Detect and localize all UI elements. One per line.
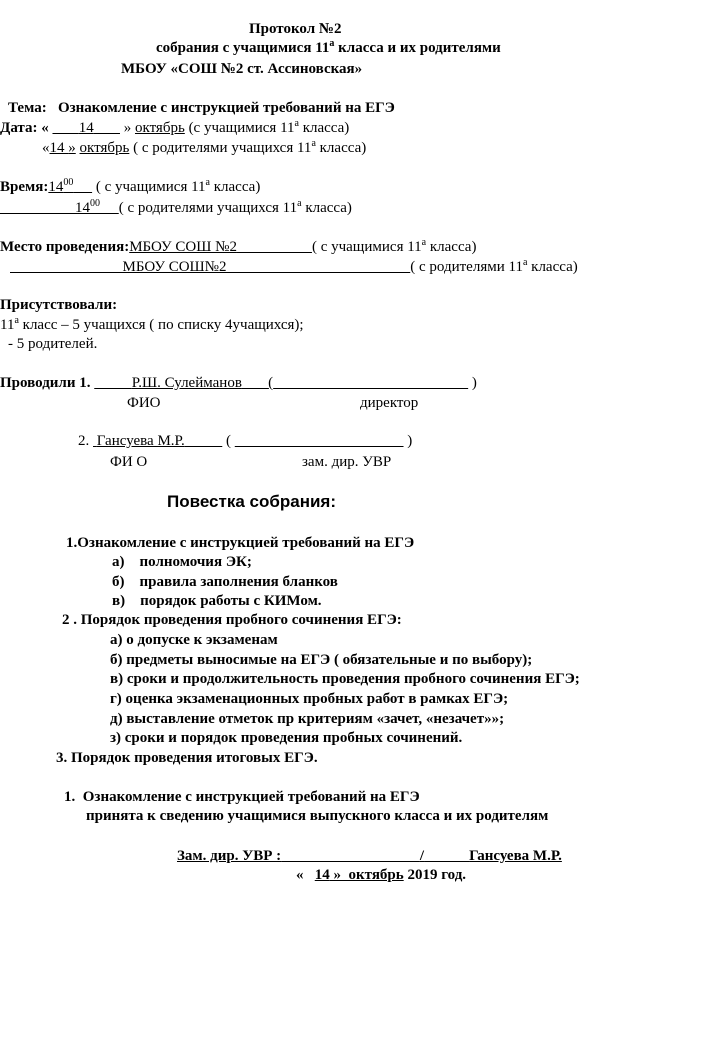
decision-line-1: 1. Ознакомление с инструкцией требований на ЕГЭ	[64, 789, 420, 805]
conducted-line-2: 2. Гансуева М.Р. ( )	[78, 433, 413, 449]
agenda-item-2-b: б) предметы выносимые на ЕГЭ ( обязательные и по выбору);	[110, 652, 533, 668]
present-students: $11^а$ класс – 5 учащихся ( по списку 4учащихся);	[0, 315, 304, 333]
decision-line-2: принята к сведению учащимися выпускного класса и их родителям	[86, 808, 549, 824]
agenda-item-2-e: д) выставление отметок пр критериям «зачет, «незачет»»;	[110, 711, 505, 727]
role-label-1: директор	[360, 395, 419, 411]
protocol-subtitle: собрания с учащимися $11^а$ класса и их родителями	[156, 38, 501, 56]
topic-line: Тема: Ознакомление с инструкцией требований на ЕГЭ	[8, 100, 395, 116]
agenda-item-2-a: а) о допуске к экзаменам	[110, 632, 278, 648]
fio-label-2: ФИ О	[110, 454, 148, 470]
agenda-item-1-a: а) полномочия ЭК;	[112, 554, 252, 570]
agenda-item-2-f: з) сроки и порядок проведения пробных сочинений.	[110, 730, 463, 746]
signature-date: « 14 » октябрь 2019 год.	[296, 867, 467, 883]
present-parents: - 5 родителей.	[8, 336, 98, 352]
agenda-item-3: 3. Порядок проведения итоговых ЕГЭ.	[56, 750, 318, 766]
agenda-item-2-c: в) сроки и продолжительность проведения пробного сочинения ЕГЭ;	[110, 671, 580, 687]
agenda-item-2: 2 . Порядок проведения пробного сочинения ЕГЭ:	[62, 612, 402, 628]
agenda-item-1-b: б) правила заполнения бланков	[112, 574, 338, 590]
agenda-title: Повестка собрания:	[167, 492, 337, 511]
time-line-students: $Время:14^{00}$ ( с учащимися $11^а$ класса)	[0, 177, 261, 195]
place-line-parents: МБОУ СОШ№2 ( с родителями $11^а$ класса)	[122, 257, 578, 275]
date-line-students: Дата: « 14 » октябрь (с учащимися $11^а$ класса)	[0, 118, 350, 136]
present-label: Присутствовали:	[0, 297, 118, 313]
protocol-title: Протокол №2	[249, 21, 342, 37]
agenda-item-1-c: в) порядок работы с КИМом.	[112, 593, 322, 609]
conducted-line-1: Проводили 1. Р.Ш. Сулейманов ( )	[0, 375, 477, 391]
place-line-students: Место проведения:МБОУ СОШ №2 ( с учащимися $11^а$ класса)	[0, 237, 477, 255]
role-label-2: зам. дир. УВР	[302, 454, 392, 470]
school-name: МБОУ «СОШ №2 ст. Ассиновская»	[121, 61, 363, 77]
agenda-item-1: 1.Ознакомление с инструкцией требований на ЕГЭ	[66, 535, 415, 551]
agenda-item-2-d: г) оценка экзаменационных пробных работ в рамках ЕГЭ;	[110, 691, 509, 707]
time-line-parents: $14^{00}$ ( с родителями учащихся $11^а$ класса)	[75, 198, 352, 216]
date-line-parents: «14 » октябрь ( с родителями учащихся $11^а$ класса)	[42, 138, 367, 156]
signature-line: Зам. дир. УВР : / Гансуева М.Р.	[177, 848, 562, 864]
fio-label-1: ФИО	[127, 395, 161, 411]
